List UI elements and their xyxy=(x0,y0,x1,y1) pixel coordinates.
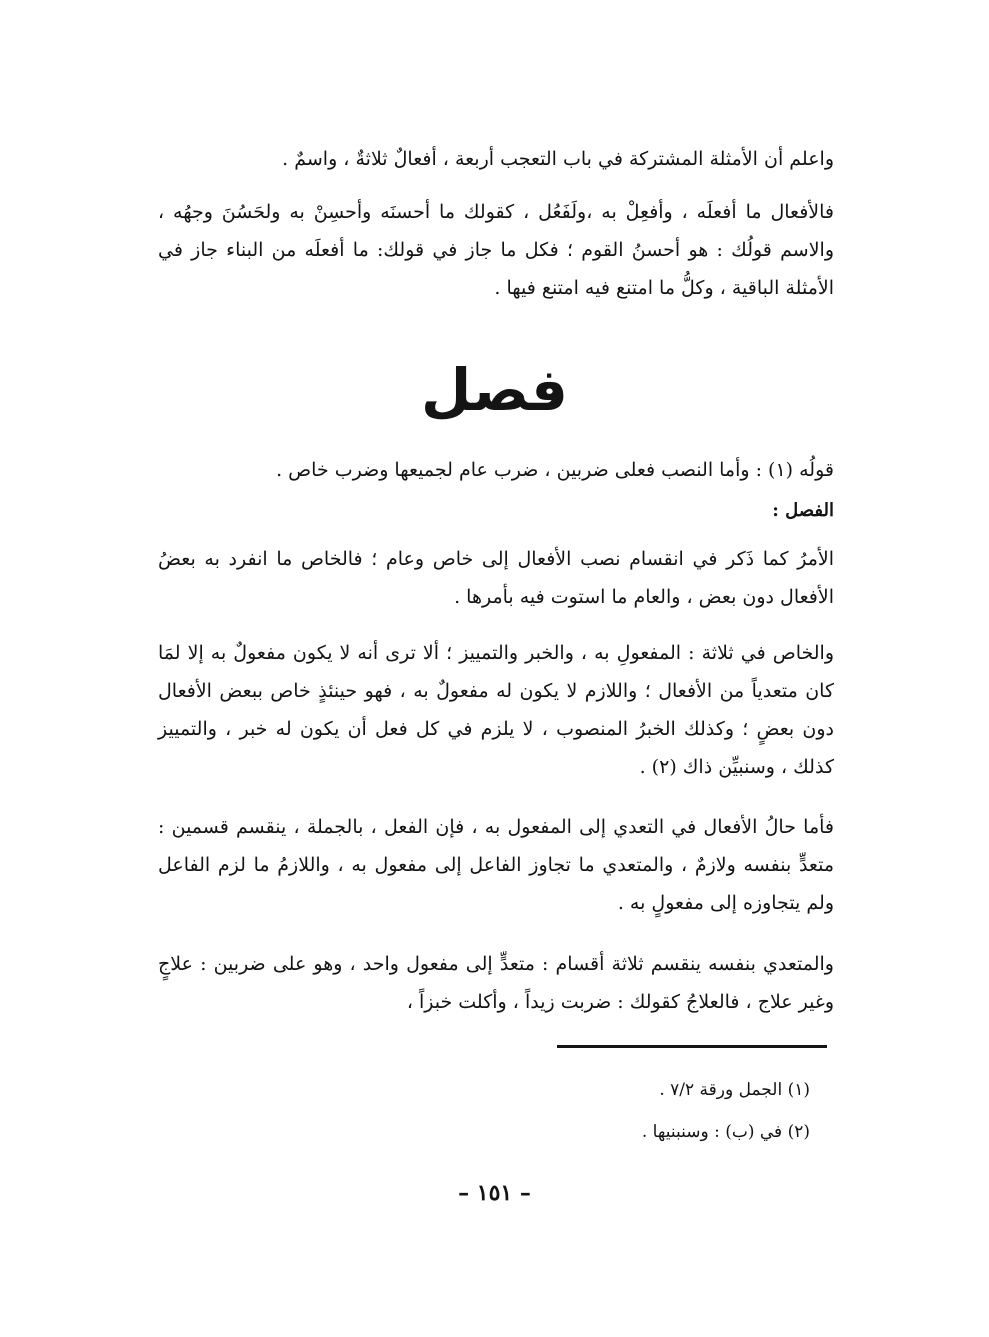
paragraph-intro: واعلم أن الأمثلة المشتركة في باب التعجب أربعة ، أفعالٌ ثلاثةٌ ، واسمٌ . xyxy=(282,148,834,170)
paragraph-examples: فالأفعال ما أفعلَه ، وأفعِلْ به ،ولَفَعُل ، كقولك ما أحسنَه وأحسِنْ به ولحَسُنَ وجهُه ، والاسم قولُك : هو أحسنُ القوم ؛ فكل ما جاز في قولك: ما أفعلَه من البناء جاز في الأمثلة الباقية ، وكلُّ ما امتنع فيه امتنع فيها . xyxy=(158,201,834,299)
paragraph-transitive-types: والمتعدي بنفسه ينقسم ثلاثة أقسام : متعدٍّ إلى مفعول واحد ، وهو على ضربين : علاجٍ وغير علاج ، فالعلاجُ كقولك : ضربت زيداً ، وأكلت خبزاً ، xyxy=(158,953,834,1013)
footnote-divider xyxy=(557,1045,827,1048)
page-number: – ١٥١ – xyxy=(458,1180,531,1206)
section-heading: فصل xyxy=(421,356,568,424)
paragraph-quote: قولُه (١) : وأما النصب فعلى ضربين ، ضرب عام لجميعها وضرب خاص . xyxy=(276,459,834,481)
paragraph-section-label: الفصل : xyxy=(772,500,834,521)
paragraph-division: الأمرُ كما ذَكر في انقسام نصب الأفعال إلى خاص وعام ؛ فالخاص ما انفرد به بعضُ الأفعال دون بعض ، والعام ما استوت فيه بأمرها . xyxy=(158,548,834,608)
footnote-1: (١) الجمل ورقة ٧/٢ . xyxy=(659,1080,810,1100)
footnote-2: (٢) في (ب) : وسنبنيها . xyxy=(641,1122,810,1142)
paragraph-specific: والخاص في ثلاثة : المفعولِ به ، والخبر والتمييز ؛ ألا ترى أنه لا يكون مفعولٌ به إلا لمَا كان متعدياً من الأفعال ؛ واللازم لا يكون له مفعولٌ به ، فهو حينئذٍ خاص ببعض الأفعال دون بعضٍ ؛ وكذلك الخبرُ المنصوب ، لا يلزم في كل فعل أن يكون له خبر ، والتمييز كذلك ، وسنبيِّن ذاك (٢) . xyxy=(158,642,834,778)
paragraph-transitivity: فأما حالُ الأفعال في التعدي إلى المفعول به ، فإن الفعل ، بالجملة ، ينقسم قسمين : متعدٍّ بنفسه ولازمٌ ، والمتعدي ما تجاوز الفاعل إلى مفعول به ، واللازمُ ما لزم الفاعل ولم يتجاوزه إلى مفعولٍ به . xyxy=(158,816,834,914)
